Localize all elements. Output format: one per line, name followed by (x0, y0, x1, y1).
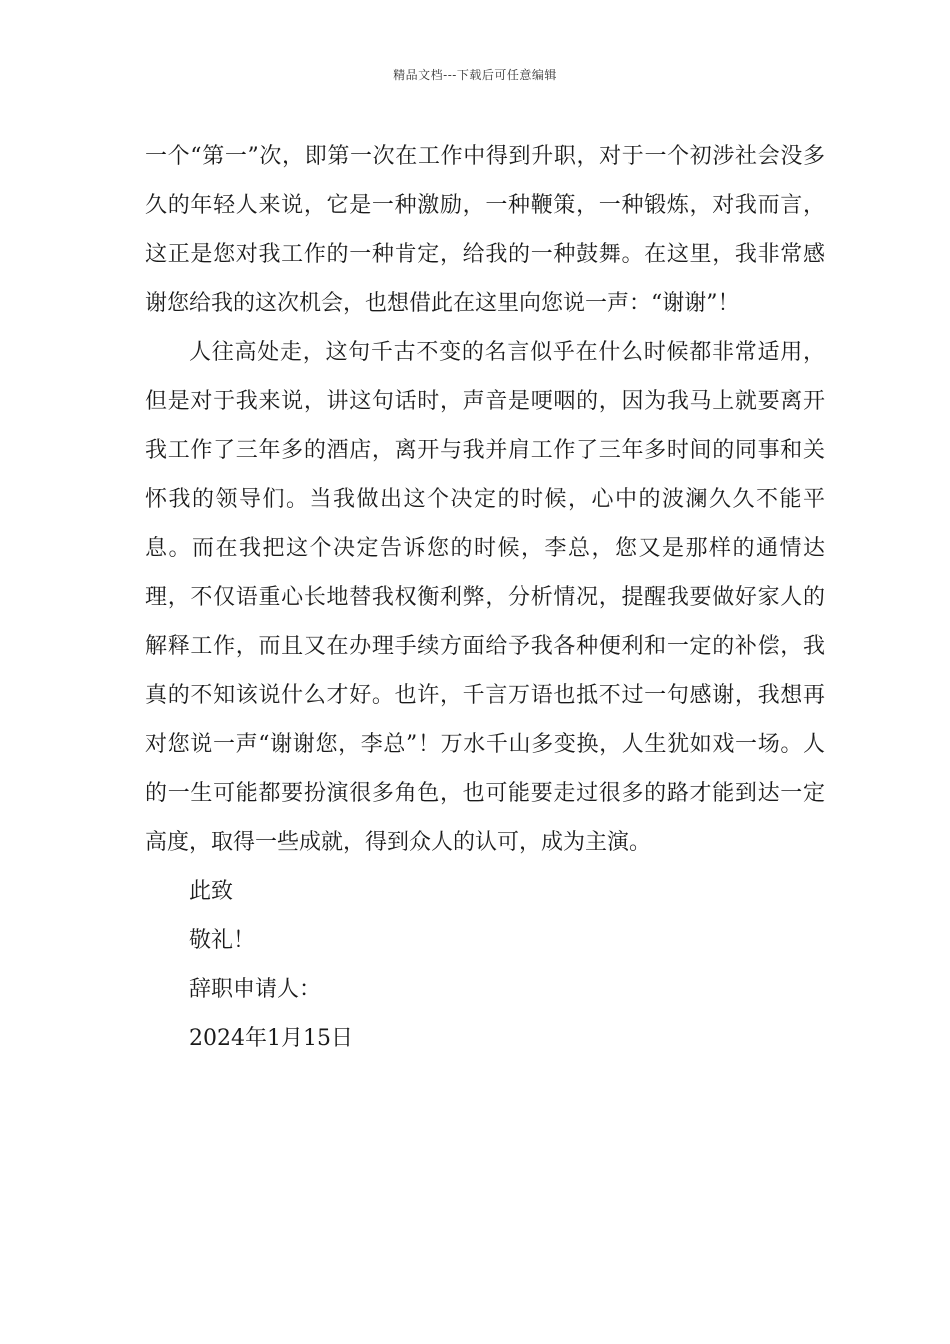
letter-body (145, 132, 825, 1063)
closing-salutation: 此致 (189, 879, 234, 904)
page-header: 精品文档---下载后可任意编辑 (393, 68, 557, 82)
applicant-label: 辞职申请人： (189, 977, 322, 1002)
closing-regards: 敬礼！ (189, 928, 256, 953)
letter-date: 2024年1月15日 (189, 1026, 353, 1051)
paragraph-1: 一个“第一”次，即第一次在工作中得到升职，对于一个初涉社会没多久的年轻人来说，它是一种激励，一种鞭策，一种锻炼，对我而言，这正是您对我工作的一种肯定，给我的一种鼓舞。在这里，我非常感谢您给我的这次机会，也想借此在这里向您说一声：“谢谢”！ (145, 144, 825, 316)
paragraph-2: 人往高处走，这句千古不变的名言似乎在什么时候都非常适用，但是对于我来说，讲这句话时，声音是哽咽的，因为我马上就要离开我工作了三年多的酒店，离开与我并肩工作了三年多时间的同事和关怀我的领导们。当我做出这个决定的时候，心中的波澜久久不能平息。而在我把这个决定告诉您的时候，李总，您又是那样的通情达理，不仅语重心长地替我权衡利弊，分析情况，提醒我要做好家人的解释工作，而且又在办理手续方面给予我各种便利和一定的补偿，我真的不知该说什么才好。也许，千言万语也抵不过一句感谢，我想再对您说一声“谢谢您，李总”！万水千山多变换，人生犹如戏一场。人的一生可能都要扮演很多角色，也可能要走过很多的路才能到达一定高度，取得一些成就，得到众人的认可，成为主演。 (145, 340, 825, 855)
